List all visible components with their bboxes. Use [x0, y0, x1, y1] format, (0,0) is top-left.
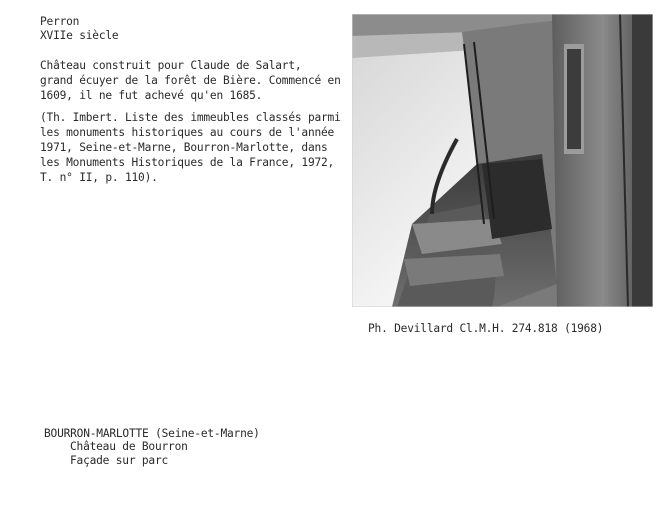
reference-line: (Th. Imbert. Liste des immeubles classés parmi	[40, 111, 341, 124]
element-title: Perron	[40, 15, 80, 28]
description-line: grand écuyer de la forêt de Bière. Commencé en	[40, 74, 341, 87]
photo-credit: Ph. Devillard Cl.M.H. 274.818 (1968)	[368, 322, 604, 335]
location-commune: BOURRON-MARLOTTE (Seine-et-Marne)	[44, 427, 260, 440]
reference-line: les monuments historiques au cours de l'année	[40, 126, 335, 139]
location-part: Façade sur parc	[70, 454, 169, 467]
description-line: Château construit pour Claude de Salart,	[40, 59, 302, 72]
location-building: Château de Bourron	[70, 440, 188, 453]
description-line: 1609, il ne fut achevé qu'en 1685.	[40, 89, 263, 102]
facade-photo	[352, 14, 653, 307]
reference-line: 1971, Seine-et-Marne, Bourron-Marlotte, dans	[40, 141, 328, 154]
reference-line: les Monuments Historiques de la France, 1972,	[40, 156, 335, 169]
century-label: XVIIe siècle	[40, 29, 119, 42]
reference-line: T. n° II, p. 110).	[40, 171, 158, 184]
